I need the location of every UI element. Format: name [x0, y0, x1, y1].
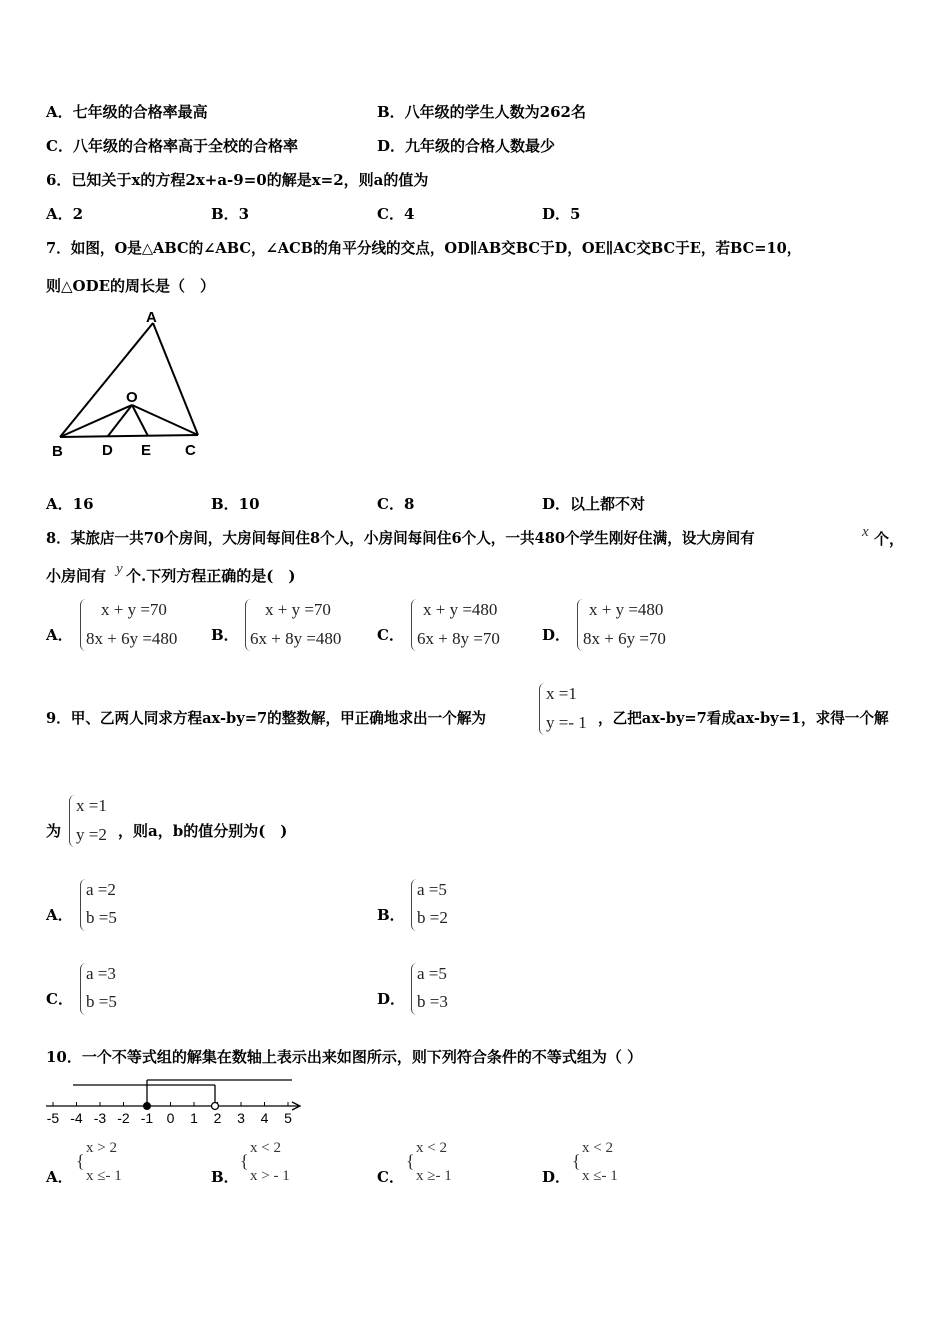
q10-tick-label: -5 [46, 1110, 60, 1126]
q8-option-c-label: C． [377, 626, 404, 644]
q10-tick-label: 2 [213, 1110, 222, 1126]
q9-option-c-eq2: b =5 [86, 992, 117, 1011]
q9-stem-a: 9．甲、乙两人同求方程ax-by=7的整数解，甲正确地求出一个解为 [46, 710, 487, 727]
q8-option-a-eq1: x + y =70 [101, 600, 167, 619]
q10-option-d-eq2: x ≤- 1 [582, 1168, 618, 1184]
q5-option-c: C．八年级的合格率高于全校的合格率 [46, 137, 298, 155]
q10-option-c-eq2: x ≥- 1 [416, 1168, 452, 1184]
q7-option-a: A．16 [46, 495, 94, 513]
q7-segment-bo [60, 405, 132, 437]
q8-option-b-label: B． [211, 626, 239, 644]
q10-tick-label: 4 [260, 1110, 269, 1126]
q10-option-d-brace: { [572, 1151, 581, 1171]
q8-stem-line2-b: 个.下列方程正确的是( ) [126, 567, 296, 585]
q7-label-c: C [185, 442, 196, 459]
q7-stem-line1: 7．如图，O是△ABC的∠ABC，∠ACB的角平分线的交点，OD∥AB交BC于D，OE∥AC交BC于E，若BC=10， [46, 240, 802, 257]
q7-label-e: E [141, 442, 152, 459]
q8-option-c-eq2: 6x + 8y =70 [417, 629, 500, 648]
q9-option-c-label: C． [46, 990, 73, 1008]
q10-option-b-eq2: x > - 1 [250, 1168, 290, 1184]
q8-option-b-eq1: x + y =70 [265, 600, 331, 619]
q7-label-a: A [146, 309, 157, 326]
q10-number-line [40, 1072, 310, 1130]
q9-solution2-brace [69, 795, 75, 847]
q7-side-bc [60, 435, 198, 437]
q7-option-b: B．10 [211, 495, 260, 513]
q9-option-d-eq2: b =3 [417, 992, 448, 1011]
q7-label-b: B [52, 443, 63, 460]
q9-solution1-eq1: x =1 [546, 684, 577, 703]
q9-option-c-eq1: a =3 [86, 964, 116, 983]
q7-option-d: D．以上都不对 [542, 495, 646, 513]
q8-var-y: y [116, 561, 123, 577]
q5-option-d: D．九年级的合格人数最少 [377, 137, 556, 155]
q10-tick-label: 5 [284, 1110, 292, 1126]
q10-tick-label: -2 [117, 1110, 130, 1126]
q8-stem-line1-a: 8．某旅店一共70个房间，大房间每间住8个人，小房间每间住6个人，一共480个学生刚好住满，设大房间有 [46, 530, 755, 547]
q6-option-b: B．3 [211, 205, 250, 223]
q9-option-a-eq1: a =2 [86, 880, 116, 899]
q7-label-d: D [102, 442, 113, 459]
q10-tick-label: 3 [237, 1110, 245, 1126]
q10-option-b-eq1: x < 2 [250, 1140, 281, 1156]
q8-option-a-label: A． [46, 626, 73, 644]
q10-closed-point [144, 1103, 151, 1110]
q8-option-d-label: D． [542, 626, 571, 644]
q8-stem-line2-a: 小房间有 [46, 567, 107, 585]
q8-option-d-eq2: 8x + 6y =70 [583, 629, 666, 648]
q10-option-d-eq1: x < 2 [582, 1140, 613, 1156]
q8-option-d-eq1: x + y =480 [589, 600, 664, 619]
q10-tick-label: 1 [190, 1110, 198, 1126]
q6-option-a: A．2 [46, 205, 84, 223]
q6-stem: 6．已知关于x的方程2x+a-9=0的解是x=2，则a的值为 [46, 171, 429, 189]
q10-option-c-label: C． [377, 1168, 404, 1186]
q7-option-c: C．8 [377, 495, 415, 513]
q8-option-a-eq2: 8x + 6y =480 [86, 629, 178, 648]
q9-stem-d: ，则a，b的值分别为( ) [118, 822, 288, 840]
q9-solution1-brace [539, 683, 545, 735]
q10-option-a-eq1: x > 2 [86, 1140, 117, 1156]
q10-option-a-eq2: x ≤- 1 [86, 1168, 122, 1184]
q10-option-b-brace: { [240, 1151, 249, 1171]
q9-stem-c: 为 [46, 822, 62, 840]
q8-option-b-eq2: 6x + 8y =480 [250, 629, 342, 648]
q9-option-b-eq2: b =2 [417, 908, 448, 927]
q10-tick-label: -1 [140, 1110, 154, 1126]
q9-option-b-label: B． [377, 906, 405, 924]
q7-label-o: O [126, 389, 138, 406]
q9-solution2-eq1: x =1 [76, 796, 107, 815]
q10-option-c-eq1: x < 2 [416, 1140, 447, 1156]
q9-option-a-eq2: b =5 [86, 908, 117, 927]
q6-option-c: C．4 [377, 205, 415, 223]
q10-tick-label: 0 [166, 1110, 175, 1126]
q9-option-b-eq1: a =5 [417, 880, 447, 899]
q5-option-b: B．八年级的学生人数为262名 [377, 103, 586, 121]
q8-option-c-eq1: x + y =480 [423, 600, 498, 619]
q10-option-c-brace: { [406, 1151, 415, 1171]
q9-solution1-eq2: y =- 1 [546, 713, 587, 732]
q10-option-b-label: B． [211, 1168, 239, 1186]
q6-option-d: D．5 [542, 205, 581, 223]
q8-stem-line1-b: 个， [874, 530, 905, 548]
q9-option-d-eq1: a =5 [417, 964, 447, 983]
q7-triangle-figure [48, 305, 208, 465]
q9-option-d-label: D． [377, 990, 406, 1008]
q10-option-d-label: D． [542, 1168, 571, 1186]
q8-var-x: x [862, 524, 869, 540]
q10-option-a-label: A． [46, 1168, 73, 1186]
q10-tick-label: -4 [70, 1110, 83, 1126]
q9-solution2-eq2: y =2 [76, 825, 107, 844]
q10-open-point [212, 1103, 219, 1110]
q7-stem-line2: 则△ODE的周长是（ ） [46, 277, 216, 295]
q10-option-a-brace: { [76, 1151, 85, 1171]
q10-tick-label: -3 [93, 1110, 107, 1126]
q9-option-a-label: A． [46, 906, 73, 924]
q5-option-a: A．七年级的合格率最高 [46, 103, 208, 121]
q9-stem-b: ，乙把ax-by=7看成ax-by=1，求得一个解 [598, 710, 889, 727]
q10-stem: 10．一个不等式组的解集在数轴上表示出来如图所示，则下列符合条件的不等式组为（ ） [46, 1048, 643, 1066]
